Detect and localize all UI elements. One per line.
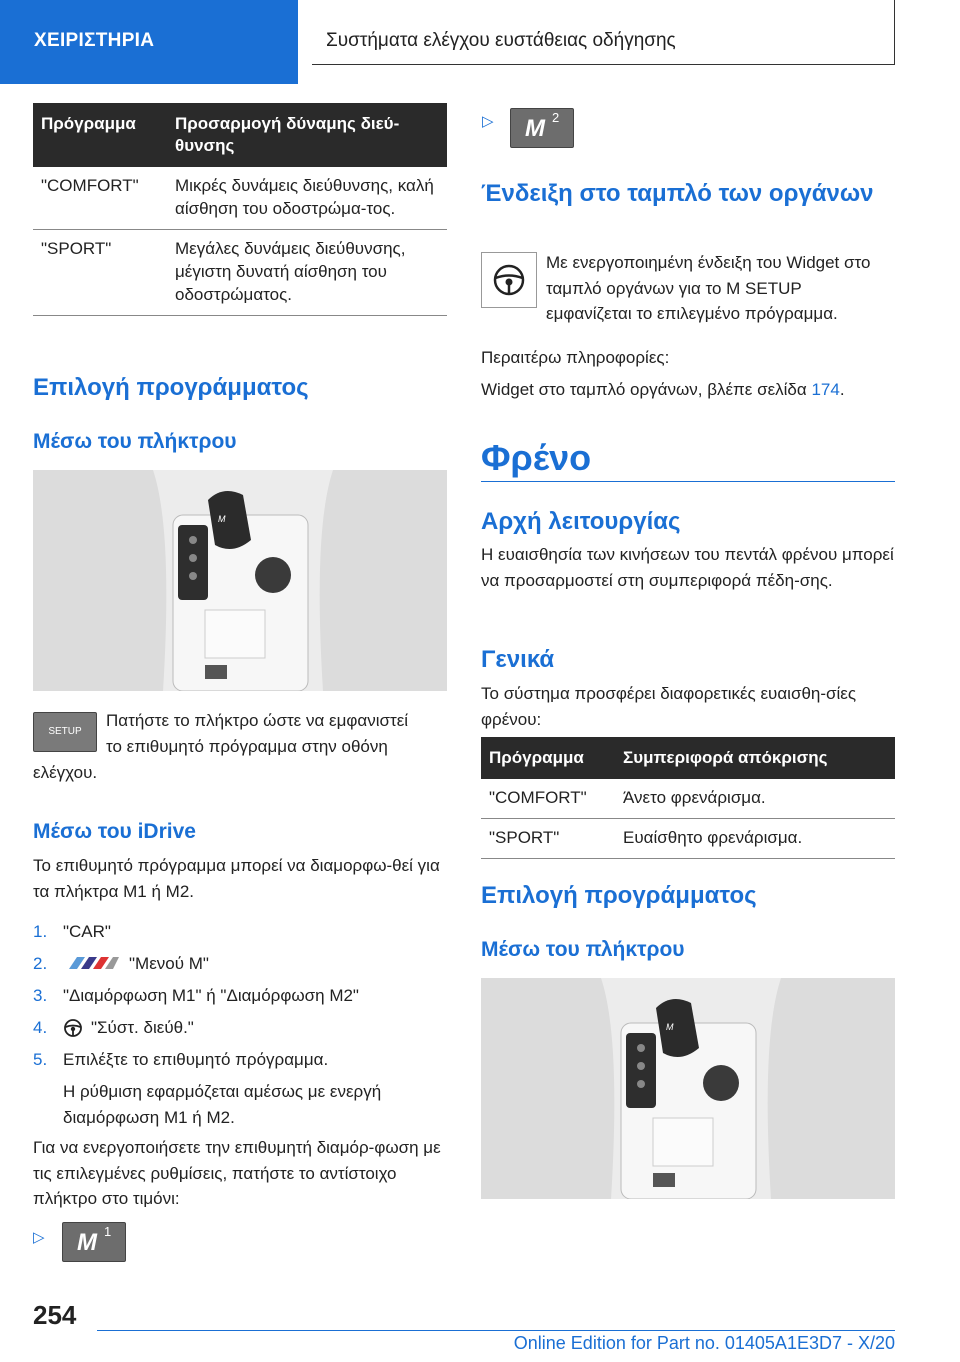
list-text: "CAR"	[63, 922, 111, 941]
steering-wheel-icon	[63, 1018, 83, 1038]
list-text: "Σύστ. διεύθ."	[91, 1018, 194, 1037]
brake-table-wrap	[481, 737, 895, 859]
heading-via-idrive: Μέσω του iDrive	[33, 820, 196, 843]
steering-force-table	[33, 103, 447, 316]
steering-wheel-icon	[482, 253, 536, 307]
m2-label: M	[525, 115, 545, 142]
m1-button-image	[62, 1222, 126, 1262]
table-cell: "COMFORT"	[33, 167, 167, 229]
heading-principle: Αρχή λειτουργίας	[481, 508, 681, 535]
triangle-bullet-icon: ▷	[482, 113, 494, 130]
heading-program-select-right: Επιλογή προγράμματος	[481, 882, 757, 909]
table-cell: "COMFORT"	[481, 779, 615, 818]
header-section-tab	[0, 0, 298, 84]
table-cell: Ευαίσθητο φρενάρισμα.	[615, 819, 895, 859]
list-text: "Διαμόρφωση M1" ή "Διαμόρφωση M2"	[63, 986, 359, 1005]
display-text: Με ενεργοποιημένη ένδειξη του Widget στο ταμπλό οργάνων για το M SETUP εμφανίζεται το επιλεγμένο πρόγραμμα.	[546, 253, 871, 323]
setup-text-line1: Πατήστε το πλήκτρο ώστε να εμφανιστεί	[106, 711, 409, 730]
setup-button-label: SETUP	[48, 726, 82, 737]
footer-rule	[97, 1330, 895, 1331]
principle-text: Η ευαισθησία των κινήσεων του πεντάλ φρένου μπορεί να προσαρμοστεί στη συμπεριφορά πέδη-σης.	[481, 545, 894, 590]
table-row	[33, 167, 447, 229]
table-row	[481, 819, 895, 859]
table-cell: Μεγάλες δυνάμεις διεύθυνσης, μέγιστη δυνατή αίσθηση του οδοστρώματος.	[167, 230, 447, 316]
center-console-photo	[33, 470, 447, 691]
m2-button-image	[510, 108, 574, 148]
table-row	[481, 779, 895, 818]
list-number: 2.	[33, 954, 48, 973]
header-chapter-box	[312, 0, 895, 65]
list-item	[33, 1015, 447, 1041]
table-cell: "SPORT"	[33, 230, 167, 316]
more-info-text: Περαιτέρω πληροφορίες:	[481, 348, 670, 367]
heading-general: Γενικά	[481, 646, 555, 673]
m-stripes-icon	[63, 955, 119, 971]
table-row	[33, 230, 447, 316]
list-number: 4.	[33, 1018, 48, 1037]
table-cell: Άνετο φρενάρισμα.	[615, 779, 895, 818]
heading-instrument-display: Ένδειξη στο ταμπλό των οργάνων	[481, 180, 874, 207]
table-header: Προσαρμογή δύναμης διεύ-θυνσης	[167, 103, 447, 167]
table-header: Συμπεριφορά απόκρισης	[615, 737, 895, 779]
m2-sup: 2	[552, 110, 560, 125]
heading-brake: Φρένο	[481, 437, 592, 478]
list-item	[33, 983, 447, 1009]
center-console-photo-right	[481, 978, 895, 1199]
page-number: 254	[33, 1300, 77, 1330]
m1-label: M	[77, 1229, 97, 1256]
setup-text-line2: το επιθυμητό πρόγραμμα στην οθόνη	[106, 737, 388, 756]
widget-reference: Widget στο ταμπλό οργάνων, βλέπε σελίδα 174.	[481, 380, 845, 399]
heading-via-button-right: Μέσω του πλήκτρου	[481, 938, 685, 961]
widget-reference-text: Widget στο ταμπλό οργάνων, βλέπε σελίδα	[481, 380, 807, 399]
list-item	[33, 1047, 447, 1073]
heading-program-select-left: Επιλογή προγράμματος	[33, 374, 309, 401]
center-console-illustration	[481, 978, 895, 1199]
header-chapter-title: Συστήματα ελέγχου ευστάθειας οδήγησης	[326, 30, 676, 51]
setup-button-image	[33, 712, 97, 752]
page-link[interactable]: 174	[811, 380, 840, 399]
table-header: Πρόγραμμα	[33, 103, 167, 167]
list-number: 3.	[33, 986, 48, 1005]
table-header: Πρόγραμμα	[481, 737, 615, 779]
list-number: 1.	[33, 922, 48, 941]
list-number: 5.	[33, 1050, 48, 1069]
triangle-bullet-icon: ▷	[33, 1229, 45, 1246]
table-cell: "SPORT"	[481, 819, 615, 859]
brake-response-table	[481, 737, 895, 859]
header-section-title: ΧΕΙΡΙΣΤΗΡΙΑ	[34, 30, 155, 51]
svg-text:M: M	[666, 1022, 674, 1032]
center-console-illustration	[33, 470, 447, 691]
widget-icon-box	[481, 252, 537, 308]
activate-text: Για να ενεργοποιήσετε την επιθυμητή διαμόρ-φωση με τις επιλεγμένες ρυθμίσεις, πατήστε το αντίστοιχο πλήκτρο στο τιμόνι:	[33, 1138, 441, 1208]
footer-edition: Online Edition for Part no. 01405A1E3D7 - X/20	[513, 1333, 895, 1353]
heading-via-button-left: Μέσω του πλήκτρου	[33, 430, 237, 453]
general-text: Το σύστημα προσφέρει διαφορετικές ευαισθη-σίες φρένου:	[481, 684, 857, 729]
idrive-text: Το επιθυμητό πρόγραμμα μπορεί να διαμορφω-θεί για τα πλήκτρα M1 ή M2.	[33, 856, 440, 901]
step5-note: Η ρύθμιση εφαρμόζεται αμέσως με ενεργή διαμόρφωση M1 ή M2.	[63, 1082, 382, 1127]
list-text: Επιλέξτε το επιθυμητό πρόγραμμα.	[63, 1050, 329, 1069]
list-item	[33, 919, 447, 945]
table-cell: Μικρές δυνάμεις διεύθυνσης, καλή αίσθηση του οδοστρώμα-τος.	[167, 167, 447, 229]
list-text: "Μενού M"	[129, 954, 209, 973]
setup-text-line3: ελέγχου.	[33, 763, 98, 782]
m1-sup: 1	[104, 1224, 112, 1239]
steering-table-wrap	[33, 103, 447, 316]
heading-rule	[481, 481, 895, 482]
svg-text:M: M	[218, 514, 226, 524]
list-item	[33, 951, 447, 977]
